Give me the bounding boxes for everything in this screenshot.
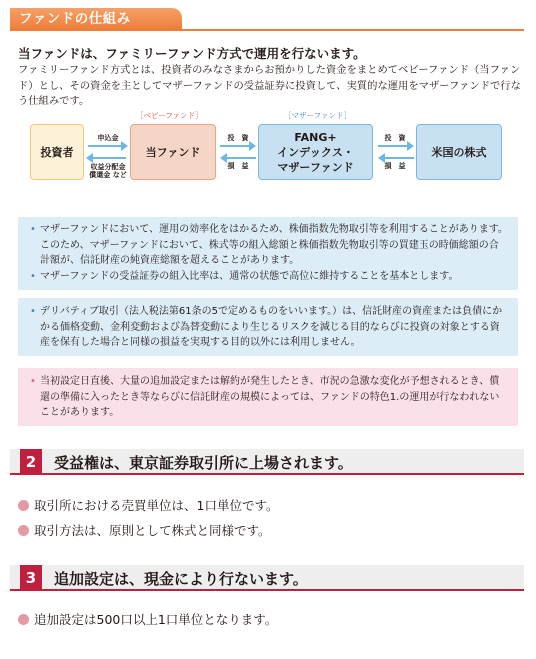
investor-label: 投資者	[40, 145, 74, 159]
arrow-1-bottom-line-1: 収益分配金	[90, 163, 126, 171]
section-3-heading	[10, 565, 524, 591]
arrow-2-bottom-label: 損 益	[227, 162, 249, 170]
arrow-3-top-label: 投 資	[384, 134, 406, 142]
mother-fund-box	[258, 124, 373, 180]
arrow-2-right	[220, 145, 250, 147]
info-bullet: • マザーファンドにおいて、運用の効率化をはかるため、株価指数先物取引等を利用することがあります。このため、マザーファンドにおいて、株式等の組入総額と株価指数先物取引等の買建玉の時価総額の合計額が、信託財産の純資産総額を超えることがあります。	[28, 222, 508, 269]
mother-fund-line-3: マザーファンド	[277, 160, 354, 174]
info-box-futures	[18, 217, 518, 290]
arrow-1-bottom-line-2: 償還金 など	[89, 171, 127, 179]
section-2-item: 取引方法は、原則として株式と同様です。	[18, 521, 271, 539]
us-stocks-label: 米国の株式	[431, 145, 487, 159]
section-2-heading	[10, 449, 524, 475]
mother-fund-line-2: インデックス・	[277, 145, 354, 159]
family-fund-diagram	[18, 110, 518, 190]
section-3-item: 追加設定は500口以上1口単位となります。	[18, 610, 277, 628]
mother-fund-line-1: FANG+	[294, 130, 337, 144]
arrow-1-bottom-label	[84, 163, 132, 179]
lead-heading: 当ファンドは、ファミリーファンド方式で運用を行ないます。	[18, 46, 366, 61]
arrow-2-left	[226, 157, 256, 159]
section-2-title: 受益権は、東京証券取引所に上場されます。	[54, 454, 353, 472]
arrow-2-top-label: 投 資	[227, 134, 249, 142]
us-stocks-box	[416, 124, 502, 180]
lead-body: ファミリーファンド方式とは、投資者のみなさまからお預かりした資金をまとめてベビーファンド（当ファンド）とし、その資金を主としてマザーファンドの受益証券に投資して、実質的な運用をマザーファンドで行なう仕組みです。	[18, 64, 521, 107]
section-2-number: 2	[20, 449, 42, 475]
info-box-notice	[18, 368, 518, 426]
section-3-title: 追加設定は、現金により行ないます。	[54, 570, 308, 588]
arrow-3-bottom-label: 損 益	[384, 162, 406, 170]
arrow-3-right	[378, 145, 408, 147]
info-bullet: • デリバティブ取引（法人税法第61条の5で定めるものをいいます。）は、信託財産の資産または負債にかかる価格変動、金利変動および為替変動により生じるリスクを減じる目的ならびに投資の対象とする資産を保有した場合と同様の損益を実現する目的以外には利用しません。	[28, 304, 508, 351]
baby-fund-label: 当ファンド	[145, 145, 201, 159]
info-bullet: • マザーファンドの受益証券の組入比率は、通常の状態で高位に維持することを基本とします。	[28, 269, 508, 285]
section-2-item: 取引所における売買単位は、1口単位です。	[18, 496, 278, 514]
arrow-1-right	[88, 145, 122, 147]
arrow-1-top-label: 申込金	[97, 134, 119, 142]
info-box-derivatives	[18, 298, 518, 356]
arrow-3-left	[384, 157, 414, 159]
section-title-rule	[10, 29, 524, 31]
arrow-1-left	[92, 157, 126, 159]
mother-fund-tag: ［マザーファンド］	[284, 111, 351, 120]
section-3-number: 3	[20, 565, 42, 591]
info-bullet: • 当初設定日直後、大量の追加設定または解約が発生したとき、市況の急激な変化が予想されるとき、償還の準備に入ったとき等ならびに信託財産の規模によっては、ファンドの特色1.の運用が行なわれないことがあります。	[28, 374, 508, 421]
baby-fund-tag: ［ベビーファンド］	[136, 111, 203, 120]
baby-fund-box	[130, 124, 216, 180]
section-title-tab: ファンドの仕組み	[10, 8, 182, 30]
investor-box	[30, 124, 84, 180]
